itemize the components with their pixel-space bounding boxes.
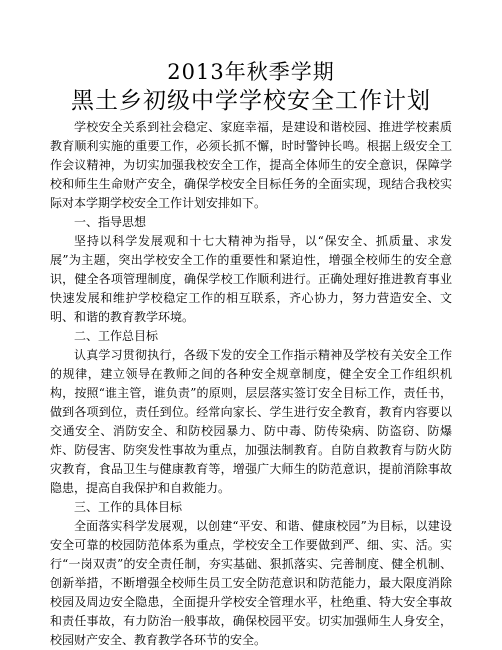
title-year: 2013年秋季学期 — [167, 60, 335, 84]
section-body: 坚持以科学发展观和十七大精神为指导，以“保安全、抓质量、求发展”为主题，突出学校安全工作的重要性和紧迫性，增强全校师生的安全意识，健全各项管理制度，确保学校工作顺利进行。正确处理好推进教育事业快速发展和维护学校稳定工作的相互联系，齐心协力，努力营造安全、文明、和谐的教育教学环境。 — [50, 234, 452, 324]
section-overall-goal — [50, 327, 452, 498]
section-body: 全面落实科学发展观，以创建“平安、和谐、健康校园”为目标，以建设安全可靠的校园防范体系为重点，学校安全工作要做到严、细、实、活。实行“一岗双责”的安全责任制，夯实基础、狠抓落实、完善制度、健全机制、创新举措，不断增强全校师生员工安全防范意识和防范能力，最大限度消除校园及周边安全隐患，全面提升学校安全管理水平，杜绝重、特大安全事故和责任事故，有力防治一般事故，确保校园平安。切实加强师生人身安全，校园财产安全、教育教学各环节的安全。 — [50, 519, 452, 647]
intro-paragraph: 学校安全关系到社会稳定、家庭幸福，是建设和谐校园、推进学校素质教育顺利实施的重要工作，必须长抓不懈，时时警钟长鸣。根据上级安全工作会议精神，为切实加强我校安全工作，提高全体师生的安全意识，保障学校和师生生命财产安全，确保学校安全目标任务的全面实现，现结合我校实际对本学期学校安全工作计划安排如下。 — [50, 120, 452, 210]
section-heading: 三、工作的具体目标 — [74, 500, 183, 514]
section-specific-goals — [50, 498, 452, 650]
section-heading: 一、指导思想 — [74, 215, 147, 229]
section-body: 认真学习贯彻执行，各级下发的安全工作指示精神及学校有关安全工作的规律，建立领导在教师之间的各种安全规章制度，健全安全工作组织机构，按照“谁主管，谁负责”的原则，层层落实签订安全目标工作，责任书，做到各项到位，责任到位。经常向家长、学生进行安全教育，教育内容要以交通安全、消防安全、和防校园暴力、防中毒、防传染病、防盗窃、防爆炸、防侵害、防突发性事故为重点，加强法制教育。自防自救教育与防火防灾教育，食品卫生与健康教育等，增强广大师生的防范意识，提前消除事故隐患，提高自我保护和自救能力。 — [50, 348, 452, 495]
document-title: 黑土乡初级中学学校安全工作计划 — [71, 88, 431, 114]
section-heading: 二、工作总目标 — [74, 329, 159, 343]
section-guiding-ideology — [50, 213, 452, 327]
